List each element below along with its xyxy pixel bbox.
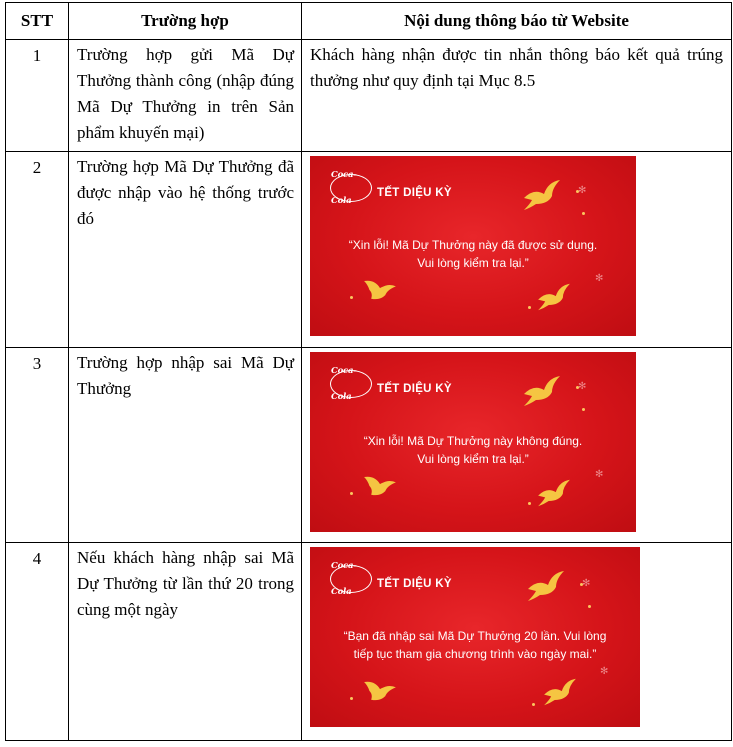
- row-stt: 1: [6, 40, 69, 152]
- row-content: [302, 40, 732, 152]
- swallow-bird-icon: [542, 677, 578, 707]
- header-content: Nội dung thông báo từ Website: [302, 3, 732, 40]
- swallow-bird-icon: [522, 374, 562, 408]
- swallow-bird-icon: [362, 274, 398, 304]
- table-header-row: [6, 3, 732, 40]
- banner-message: [310, 432, 636, 468]
- coca-cola-logo: Coca-Cola: [330, 370, 372, 398]
- swallow-bird-icon: [536, 478, 572, 508]
- flower-icon: ✻: [578, 381, 587, 392]
- coca-cola-logo: Coca-Cola: [330, 174, 372, 202]
- header-stt: STT: [6, 3, 69, 40]
- row-content-text: Khách hàng nhận được tin nhắn thông báo kết quả trúng thưởng như quy định tại Mục 8.5: [310, 45, 723, 90]
- notification-banner: [310, 156, 636, 336]
- banner-brand: TẾT DIỆU KỲ: [377, 578, 452, 590]
- notification-table: [5, 2, 732, 741]
- notification-banner: [310, 352, 636, 532]
- banner-message: [310, 236, 636, 272]
- flower-icon: ✻: [582, 578, 591, 589]
- coca-cola-logo: Coca-Cola: [330, 565, 372, 593]
- banner-message: [310, 627, 640, 663]
- row-case: Trường hợp nhập sai Mã Dự Thưởng: [69, 348, 302, 543]
- banner-message-line: “Xin lỗi! Mã Dự Thưởng này không đúng.: [363, 434, 583, 448]
- row-case: Nếu khách hàng nhập sai Mã Dự Thưởng từ lần thứ 20 trong cùng một ngày: [69, 543, 302, 741]
- table-row: [6, 543, 732, 741]
- table-row: [6, 348, 732, 543]
- banner-brand: TẾT DIỆU KỲ: [377, 187, 452, 199]
- swallow-bird-icon: [362, 470, 398, 500]
- row-content: [302, 152, 732, 348]
- row-content: [302, 348, 732, 543]
- banner-message-line: Vui lòng kiểm tra lại.”: [417, 452, 529, 466]
- flower-icon: ✻: [600, 666, 609, 677]
- row-case: Trường hợp Mã Dự Thưởng đã được nhập vào hệ thống trước đó: [69, 152, 302, 348]
- notification-banner: [310, 547, 640, 727]
- flower-icon: ✻: [595, 469, 604, 480]
- swallow-bird-icon: [522, 178, 562, 212]
- banner-message-line: tiếp tục tham gia chương trình vào ngày mai.”: [353, 647, 597, 661]
- row-content: [302, 543, 732, 741]
- banner-brand: TẾT DIỆU KỲ: [377, 383, 452, 395]
- swallow-bird-icon: [526, 569, 566, 603]
- row-case: Trường hợp gửi Mã Dự Thưởng thành công (nhập đúng Mã Dự Thưởng in trên Sản phẩm khuyến mại): [69, 40, 302, 152]
- row-stt: 4: [6, 543, 69, 741]
- swallow-bird-icon: [362, 675, 398, 705]
- banner-message-line: Vui lòng kiểm tra lại.”: [417, 256, 529, 270]
- header-case: Trường hợp: [69, 3, 302, 40]
- flower-icon: ✻: [595, 273, 604, 284]
- row-stt: 2: [6, 152, 69, 348]
- banner-message-line: “Bạn đã nhập sai Mã Dự Thưởng 20 lần. Vui lòng: [343, 629, 607, 643]
- swallow-bird-icon: [536, 282, 572, 312]
- table-row: [6, 152, 732, 348]
- row-stt: 3: [6, 348, 69, 543]
- flower-icon: ✻: [578, 185, 587, 196]
- banner-message-line: “Xin lỗi! Mã Dự Thưởng này đã được sử dụng.: [348, 238, 598, 252]
- table-row: [6, 40, 732, 152]
